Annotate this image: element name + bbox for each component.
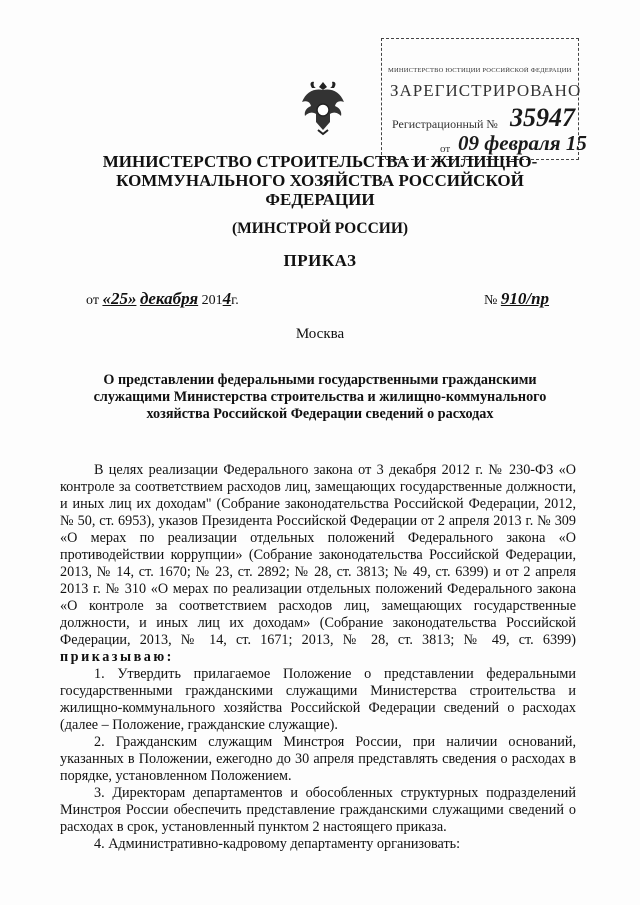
registration-stamp — [381, 38, 587, 160]
stamp-date: 09 февраля 15 — [458, 131, 587, 155]
document-type: ПРИКАЗ — [283, 251, 357, 270]
order-item-4: 4. Административно-кадровому департаменту организовать: — [94, 836, 461, 852]
date-year-digit: 4 — [222, 289, 232, 308]
order-item-3: 3. Директорам департаментов и обособленных структурных подразделений Минстроя России обеспечить представление гражданскими служащими сведений о расходах в срок, установленный пунктом 2 настоящего приказа. — [60, 785, 576, 835]
date-prefix: от — [86, 293, 99, 308]
city: Москва — [295, 326, 345, 342]
ministry-short-name: (МИНСТРОЙ РОССИИ) — [231, 220, 409, 237]
coat-of-arms-icon — [298, 78, 348, 136]
order-word: приказываю: — [60, 649, 174, 665]
number-label: № — [484, 293, 498, 308]
preamble-text: В целях реализации Федерального закона от 3 декабря 2012 г. № 230-ФЗ «О контроле за соответствием расходов лиц, замещающих государственные должности, и иных лиц их доходам" (Собрание законодательства Российской Федерации, 2012, № 50, ст. 6953), указов Президента Российской Федерации от 2 апреля 2013 г. № 309 «О мерах по реализации отдельных положений Федерального закона «О противодействии коррупции» (Собрание законодательства Российской Федерации, 2013, № 14, ст. 1670; № 23, ст. 2892; № 28, ст. 3813; № 49, ст. 6399) и от 2 апреля 2013 г. № 310 «О мерах по реализации отдельных положений Федерального закона «О контроле за соответствием расходов лиц, замещающих государственные должности, и иных лиц их доходам» (Собрание законодательства Российской Федерации, 2013, № 14, ст. 1671; 2013, № 28, ст. 3813; № 49, ст. 6399) — [60, 462, 576, 648]
order-body — [60, 462, 576, 853]
order-subject: О представлении федеральными государственными гражданскими служащими Министерства строительства и жилищно-коммунального хозяйства Российской Федерации сведений о расходах — [93, 372, 547, 422]
date-year-suffix: г. — [231, 293, 239, 308]
order-number — [484, 289, 549, 309]
date-day: «25» — [102, 289, 137, 308]
order-date — [86, 289, 239, 309]
date-year-prefix: 201 — [201, 293, 223, 308]
stamp-registration-label: Регистрационный № — [392, 117, 498, 131]
stamp-title: ЗАРЕГИСТРИРОВАНО — [390, 81, 582, 100]
stamp-registration-number: 35947 — [510, 103, 575, 132]
order-item-2: 2. Гражданским служащим Минстроя России, при наличии оснований, указанных в Положении, ежегодно до 30 апреля представлять сведения о расходах в порядке, установленном Положением. — [60, 734, 576, 784]
date-month: декабря — [139, 289, 199, 308]
preamble-paragraph — [60, 462, 576, 666]
stamp-organization: МИНИСТЕРСТВО ЮСТИЦИИ РОССИЙСКОЙ ФЕДЕРАЦИИ — [388, 67, 572, 74]
number-value: 910/пр — [500, 289, 550, 308]
stamp-date-label: от — [440, 143, 451, 155]
order-item-1: 1. Утвердить прилагаемое Положение о представлении федеральными государственными гражданскими служащими Министерства строительства и жилищно-коммунального хозяйства Российской Федерации сведений о расходах (далее – Положение, гражданские служащие). — [60, 666, 576, 733]
ministry-name: МИНИСТЕРСТВО СТРОИТЕЛЬСТВА И ЖИЛИЩНО-КОММУНАЛЬНОГО ХОЗЯЙСТВА РОССИЙСКОЙ ФЕДЕРАЦИИ — [102, 152, 538, 209]
